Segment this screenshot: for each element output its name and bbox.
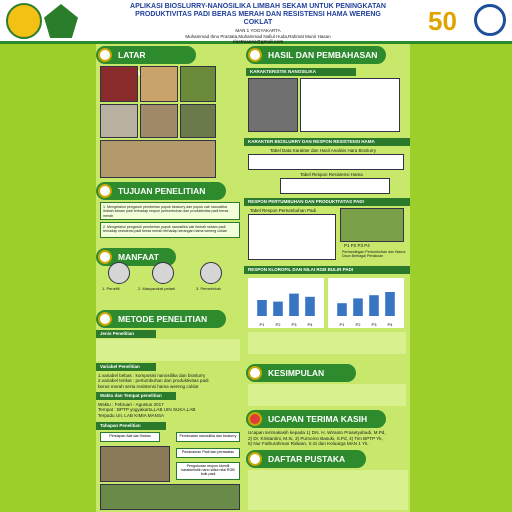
variabel-label: Variabel Penelitian <box>96 363 156 371</box>
rice-field-photo <box>180 66 216 102</box>
section-title: DAFTAR PUSTAKA <box>268 454 346 464</box>
klorofil-chart <box>248 278 324 328</box>
chart-tick-label: P4 <box>307 322 313 327</box>
left-margin <box>0 44 96 512</box>
contact-email: risetmansa@gmail.com <box>232 39 284 44</box>
title-line-2: PRODUKTIVITAS PADI BERAS MERAH DAN RESISTENSI HAMA WERENG <box>135 11 381 18</box>
chart-bar <box>337 303 347 316</box>
manfaat-item-2: 2. Masyarakat petani <box>138 286 176 291</box>
section-title: KESIMPULAN <box>268 368 325 378</box>
klorofil-label: RESPON KLOROFIL DAN NILAI RGB BULIR PADI <box>244 266 410 274</box>
sem-image <box>248 78 298 132</box>
jenis-penelitian-label: Jenis Penelitian <box>96 330 156 338</box>
karakter-table <box>248 154 404 170</box>
institution-logo <box>6 3 42 39</box>
karakteristik-nanosilika-label: KARAKTERISTIK NANOSILIKA <box>246 68 356 76</box>
flow-step-4: Pengukuran respon klorofil karakteristik nano silika nilai RGB bulir padi <box>176 462 240 480</box>
tujuan-header <box>96 182 226 200</box>
chart-tick-label: P2 <box>355 322 361 327</box>
tabel-karakter-caption: Tabel Data Karakter dan Hasil Analisis Hara Bioslurry <box>270 148 377 153</box>
authors-block <box>100 28 416 45</box>
waktu-tempat <box>98 402 240 418</box>
chart-tick-label: P3 <box>371 322 377 327</box>
tabel-pertumbuhan-caption: Tabel Respon Pertumbuhan Padi <box>250 208 317 213</box>
pest-photo <box>140 104 178 138</box>
rgb-chart <box>328 278 404 328</box>
section-title: MANFAAT <box>118 252 159 262</box>
poster-title <box>108 3 408 27</box>
manfaat-item-1: 1. Peneliti <box>102 286 120 291</box>
flow-step-1: Persiapan Alat dan Bahan <box>100 432 160 442</box>
chart-tick-label: P1 <box>259 322 265 327</box>
waktu-label: Waktu dan Tempat penelitian <box>96 392 176 400</box>
lab-photo <box>100 104 138 138</box>
variabel-terikat: 2.variabel terikat : pertumbuhan dan produktivitas padi <box>98 378 209 384</box>
method-photo <box>100 446 170 482</box>
section-title: METODE PENELITIAN <box>118 314 208 324</box>
section-title: LATAR <box>118 50 146 60</box>
waktu-text: Waktu : Februari - Agustus 2017 <box>98 402 164 407</box>
kesimpulan-text <box>248 384 406 406</box>
book-icon <box>248 452 262 466</box>
variabel-terikat-cont: beras merah serta resistensi hama wereng coklat <box>98 383 199 389</box>
school-logo <box>44 4 78 38</box>
section-title: HASIL DAN PEMBAHASAN <box>268 50 378 60</box>
chart-bar <box>353 298 363 316</box>
perbandingan-caption: Perbandingan Pertumbuhan dan Warna Daun Berbagai Perlakuan <box>342 250 406 259</box>
lipi-logo <box>474 4 506 36</box>
chart-bar <box>385 292 395 316</box>
klorofil-discussion <box>248 332 406 354</box>
variabel-bebas: 1.variabel bebas : komposisi nanosilika dan bioslurry <box>98 373 206 378</box>
metode-header <box>96 310 226 328</box>
arrow-icon <box>98 312 112 326</box>
respon-table <box>280 178 390 194</box>
arrow-icon <box>248 366 262 380</box>
heart-icon <box>248 412 262 426</box>
xrf-spectrum <box>300 78 400 132</box>
school-name: MAN 1 YOGYAKARTA <box>235 28 281 33</box>
pustaka-header <box>246 450 366 468</box>
chart-bar <box>273 302 283 316</box>
tempat-text-2: Terpadu UII, LAB KIMIA MANSA <box>98 412 165 418</box>
chart-bar <box>257 300 267 316</box>
author-names: Muhammad Ibnu Prastata,Muhammad Nafiul Huda,Rahmat Munir Hasan <box>185 33 331 39</box>
government-icon <box>200 262 222 284</box>
ucapan-line-1: Ucapan terimakasih kepada 1) Drs. H. Wiranto Prasetyahadi, M.Pd, <box>248 430 386 435</box>
treatment-labels: P1 P2 P3 P4 <box>344 243 370 248</box>
rice-plants-photo <box>340 208 404 242</box>
ucapan-line-2: 2) Dr. Kristantini, M.Si, 3) Purnomo Basuki, S.Pd, 4) Tim BPTP Yk, <box>248 435 383 441</box>
chart-tick-label: P3 <box>291 322 297 327</box>
kesimpulan-header <box>246 364 356 382</box>
ucapan-line-3: 5) Nur Fathurahman Ridwan, S.Si dan Keluarga MAN 1 Yk. <box>248 441 369 447</box>
farmer-icon <box>152 262 174 284</box>
manfaat-item-3: 3. Pemerintah <box>196 286 221 291</box>
chart-bar <box>369 295 379 316</box>
tempat-text-1: Tempat : BPTP yogyakarta,LAB UIN SUKA,LAB <box>98 407 196 413</box>
section-title: UCAPAN TERIMA KASIH <box>268 414 368 424</box>
flow-step-3: Penanaman Padi dan perawatan <box>176 448 240 458</box>
rice-husk-photo <box>140 66 178 102</box>
latar-belakang-header <box>96 46 196 64</box>
chart-tick-label: P2 <box>275 322 281 327</box>
karakter-bioslurry-label: KARAKTER BIOSLURRY DAN RESPON RESISTENSI HAMA <box>244 138 410 146</box>
tabel-respon-caption: Tabel Respon Resistensi Hama <box>300 172 363 177</box>
chart-bar <box>289 294 299 316</box>
anniversary-logo: 50 <box>428 6 457 36</box>
researcher-icon <box>108 262 130 284</box>
title-line-1: APLIKASI BIOSLURRY-NANOSILIKA LIMBAH SEKAM UNTUK PENINGKATAN <box>130 3 386 10</box>
farmer-photo <box>180 104 216 138</box>
respon-pertumbuhan-label: RESPON PERTUMBUHAN DAN PRODUKTIVITAS PADI <box>244 198 410 206</box>
arrow-icon <box>98 250 112 264</box>
tahapan-label: Tahapan Penelitian <box>96 422 166 430</box>
ucapan-header <box>246 410 386 428</box>
header <box>0 0 512 44</box>
title-line-3: COKLAT <box>243 19 273 26</box>
arrow-icon <box>98 48 112 62</box>
method-photo-strip <box>100 484 240 510</box>
section-title: TUJUAN PENELITIAN <box>118 186 206 196</box>
tujuan-point-2: 2. Mengetahui pengaruh pemberian pupuk nanosilika cair limbah sekam padi terhadap resistensi padi beras merah terhadap serangan hama wereng coklat <box>100 222 240 238</box>
flow-step-2: Pembuatan nanosilika dan bioslurry <box>176 432 240 442</box>
right-margin <box>410 44 512 512</box>
hasil-header <box>246 46 386 64</box>
chart-bar <box>305 297 315 316</box>
pertumbuhan-table <box>248 214 336 260</box>
arrow-icon <box>248 48 262 62</box>
red-rice-photo <box>100 66 138 102</box>
arrow-icon <box>98 184 112 198</box>
chart-tick-label: P1 <box>339 322 345 327</box>
pustaka-text <box>248 470 408 510</box>
variabel-list <box>98 373 240 389</box>
ucapan-text <box>248 430 408 447</box>
jenis-penelitian-text <box>96 339 240 361</box>
husk-pile-photo <box>100 140 216 178</box>
tujuan-point-1: 1. Mengetahui pengaruh pemberian pupuk bioslurry dan pupuk cair nanosilika limbah sekam padi terhadap respon pertumbuhan dan produktivitas padi beras merah <box>100 202 240 220</box>
chart-tick-label: P4 <box>387 322 393 327</box>
